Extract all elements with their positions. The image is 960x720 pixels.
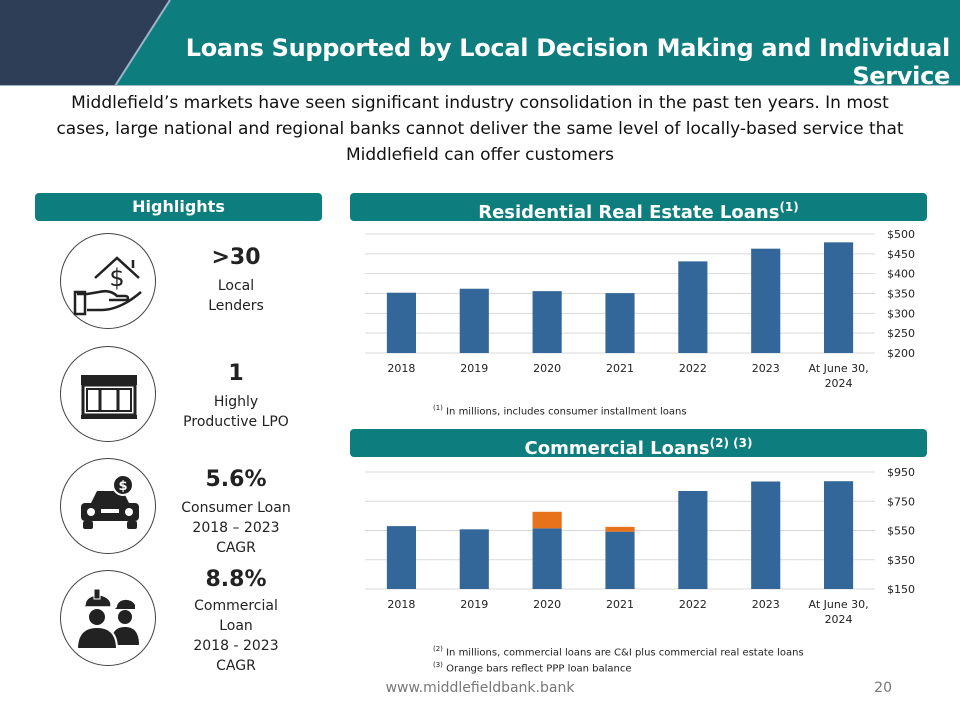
commercial-bar [678, 491, 707, 589]
residential-y-tick-label: $450 [887, 247, 915, 261]
storefront-icon [60, 346, 156, 442]
residential-x-tick-label: 2019 [460, 362, 489, 375]
highlight-4-line-4: CAGR [216, 658, 256, 674]
commercial-bar [605, 532, 634, 589]
residential-x-tick-label: 2020 [533, 362, 562, 375]
residential-title: Residential Real Estate Loans [478, 202, 780, 223]
footer-url[interactable]: www.middlefieldbank.bank [385, 680, 575, 696]
commercial-footnote-1-text: In millions, commercial loans are C&I plus commercial real estate loans [442, 647, 804, 659]
header-banner [0, 0, 960, 90]
commercial-header [350, 429, 927, 457]
highlight-1-value: >30 [211, 245, 261, 270]
page-number: 20 [874, 680, 892, 696]
commercial-x-tick-label: 2021 [606, 598, 634, 611]
construction-workers-icon [60, 570, 156, 666]
car-dollar-icon [60, 458, 156, 554]
commercial-y-tick-label: $550 [887, 524, 915, 538]
residential-bar [387, 293, 416, 353]
intro-line-2: cases, large national and regional banks cannot deliver the same level of locally-based service that [56, 119, 904, 139]
svg-text:$: $ [118, 479, 128, 494]
residential-x-tick-label: 2022 [678, 362, 707, 375]
commercial-chart [350, 460, 940, 642]
highlight-4-line-3: 2018 - 2023 [193, 638, 279, 654]
residential-y-tick-label: $300 [887, 307, 915, 321]
commercial-bar [751, 482, 780, 589]
residential-y-tick-label: $350 [887, 287, 915, 301]
residential-bar [460, 289, 489, 353]
highlight-3-value: 5.6% [205, 467, 267, 492]
residential-footnote [433, 404, 687, 417]
residential-chart-svg [350, 224, 940, 399]
residential-x-tick-label: 2018 [387, 362, 416, 375]
highlight-2-line-1: Highly [213, 394, 259, 410]
intro-line-3: Middlefield can offer customers [345, 145, 615, 165]
residential-x-tick-label: At June 30, [808, 362, 869, 375]
residential-bar [751, 249, 780, 353]
commercial-bar [824, 481, 853, 589]
residential-footnote-mark: (1) [433, 404, 443, 412]
commercial-title-sup: (2) (3) [709, 436, 753, 450]
residential-bar [678, 261, 707, 353]
residential-y-tick-label: $250 [887, 327, 915, 341]
intro-paragraph [20, 90, 940, 168]
commercial-title: Commercial Loans [524, 438, 710, 459]
residential-footnote-text: In millions, includes consumer installment loans [442, 406, 687, 418]
commercial-bar [460, 529, 489, 589]
commercial-footnote-1 [433, 643, 804, 659]
commercial-footnote-1-mark: (2) [433, 645, 443, 653]
commercial-footnote-2-mark: (3) [433, 661, 443, 670]
highlight-1-text [176, 244, 296, 316]
residential-y-tick-label: $500 [887, 228, 915, 241]
highlight-4-line-2: Loan [219, 618, 253, 634]
highlight-3-line-1: Consumer Loan [181, 500, 291, 516]
residential-bar [533, 291, 562, 353]
residential-chart [350, 224, 940, 403]
commercial-y-tick-label: $750 [887, 495, 915, 509]
highlight-3-line-3: CAGR [216, 540, 256, 556]
commercial-x-tick-label: 2023 [751, 598, 780, 611]
commercial-bar [533, 528, 562, 589]
highlight-2-line-2: Productive LPO [183, 414, 289, 430]
commercial-x-tick-label: 2019 [460, 598, 489, 611]
commercial-footnote-2 [433, 659, 804, 675]
commercial-x-tick-label: 2018 [387, 598, 416, 611]
svg-text:$: $ [109, 264, 125, 292]
commercial-y-tick-label: $150 [887, 583, 915, 596]
highlight-2-text [176, 360, 296, 432]
highlights-title: Highlights [132, 197, 225, 216]
hand-house-dollar-icon [60, 233, 156, 329]
highlight-3-line-2: 2018 – 2023 [192, 520, 280, 536]
residential-bar [824, 242, 853, 353]
commercial-x-tick-label: 2022 [678, 598, 707, 611]
commercial-x-tick-label: 2020 [533, 598, 562, 611]
commercial-y-tick-label: $950 [887, 466, 915, 479]
residential-header [350, 193, 927, 221]
commercial-bar [387, 526, 416, 589]
residential-x-tick-label: 2023 [751, 362, 780, 375]
highlight-2-value: 1 [228, 361, 244, 386]
commercial-chart-svg [350, 460, 940, 638]
residential-bar [605, 293, 634, 353]
highlight-1-line-1: Local [217, 278, 255, 294]
commercial-y-tick-label: $350 [887, 553, 915, 567]
residential-y-tick-label: $200 [887, 347, 915, 360]
residential-x-tick-label: 2024 [824, 377, 853, 390]
highlight-3-text [176, 466, 296, 558]
commercial-x-tick-label: At June 30, [808, 598, 869, 611]
highlight-4-line-1: Commercial [194, 598, 278, 614]
highlight-1-line-2: Lenders [208, 298, 264, 314]
residential-y-tick-label: $400 [887, 267, 915, 281]
highlight-4-value: 8.8% [205, 567, 267, 592]
commercial-footnotes [433, 643, 804, 676]
intro-line-1: Middlefield’s markets have seen significant industry consolidation in the past ten years. In most [71, 93, 889, 113]
page-title: Loans Supported by Local Decision Making and Individual Service [185, 34, 950, 90]
residential-title-sup: (1) [779, 200, 799, 214]
residential-x-tick-label: 2021 [606, 362, 634, 375]
highlight-4-text [176, 566, 296, 676]
commercial-ppp-bar [533, 512, 562, 529]
commercial-x-tick-label: 2024 [824, 613, 853, 626]
commercial-ppp-bar [605, 527, 634, 532]
commercial-footnote-2-text: Orange bars reflect PPP loan balance [442, 663, 632, 675]
highlights-header [35, 193, 322, 221]
